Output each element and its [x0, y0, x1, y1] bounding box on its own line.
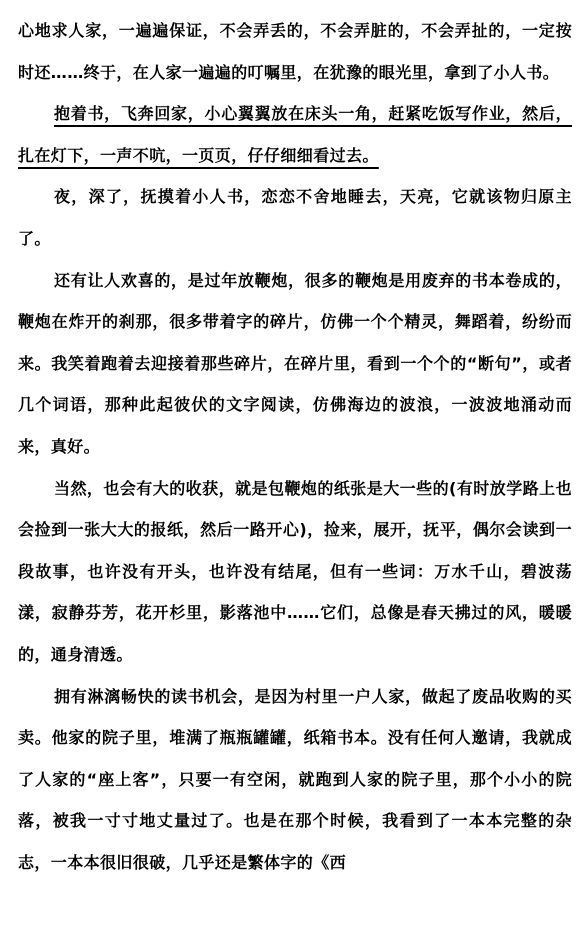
paragraph: 拥有淋漓畅快的读书机会，是因为村里一户人家，做起了废品收购的买卖。他家的院子里，堆满了瓶瓶罐罐，纸箱书本。没有任何人邀请，我就成了人家的“座上客”，只要一有空闲，就跑到人家的院子里，那个小小的院落，被我一寸寸地丈量过了。也是在那个时候，我看到了一本本完整的杂志，一本本很旧很破，几乎还是繁体字的《西 [18, 686, 572, 872]
paragraph: 当然，也会有大的收获，就是包鞭炮的纸张是大一些的(有时放学路上也会捡到一张大大的报纸，然后一路开心)，捡来，展开，抚平，偶尔会读到一段故事，也许没有开头，也许没有结尾，但有一些词：万水千山，碧波荡漾，寂静芬芳，花开杉里，影落池中……它们，总像是春天拂过的风，暖暖的，通身清透。 [18, 478, 572, 664]
paragraph: 夜，深了，抚摸着小人书，恋恋不舍地睡去，天亮，它就该物归原主了。 [18, 187, 572, 248]
paragraph: 心地求人家，一遍遍保证，不会弄丢的，不会弄脏的，不会弄扯的，一定按时还……终于，在人家一遍遍的叮嘱里，在犹豫的眼光里，拿到了小人书。 [18, 21, 572, 82]
paragraph [18, 93, 572, 176]
underlined-text: 抱着书，飞奔回家，小心翼翼放在床头一角，赶紧吃饭写作业，然后，扎在灯下，一声不吭，一页页，仔仔细细看过去。 [18, 104, 572, 165]
paragraph: 还有让人欢喜的，是过年放鞭炮，很多的鞭炮是用废弃的书本卷成的，鞭炮在炸开的刹那，很多带着字的碎片，仿佛一个个精灵，舞蹈着，纷纷而来。我笑着跑着去迎接着那些碎片，在碎片里，看到一个个的“断句”，或者几个词语，那种此起彼伏的文字阅读，仿佛海边的波浪，一波波地涌动而来，真好。 [18, 270, 572, 456]
